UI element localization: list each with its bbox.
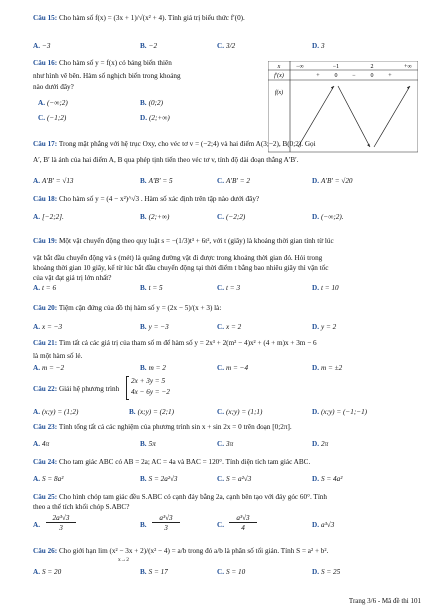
system-eq2: 4x − 6y = −2 — [131, 388, 170, 396]
option-c: C. 3π — [217, 440, 234, 448]
option-c: C. A′B′ = 2 — [217, 177, 250, 185]
option-c: C. t = 3 — [217, 284, 241, 292]
system-eq1: 2x + 3y = 5 — [131, 377, 166, 385]
option-d: D. y = 2 — [312, 323, 337, 331]
option-b: B. 5π — [140, 440, 156, 448]
question-16-line3: nào dưới đây? — [33, 83, 74, 91]
svg-text:+: + — [316, 73, 320, 79]
question-24: Câu 24: Cho tam giác ABC có AB = 2a; AC = 4a và BAC = 120°. Tính diện tích tam giác ABC. — [33, 458, 311, 466]
option-b: B. −2 — [140, 42, 158, 50]
question-21-line2: là một hàm số lẻ. — [33, 352, 83, 360]
question-15 — [33, 14, 245, 23]
option-a-den: 3 — [59, 524, 63, 532]
x-label: x — [277, 64, 281, 70]
option-b: B. S = 17 — [140, 568, 168, 576]
question-19: Câu 19: Một vật chuyển động theo quy luật s = −(1/3)t³ + 6t², với t (giây) là khoảng thời gian tính từ lúc — [33, 237, 334, 245]
limit-subscript: x→2 — [118, 557, 129, 563]
svg-text:0: 0 — [334, 73, 338, 79]
question-20: Câu 20: Tiệm cận đứng của đồ thị hàm số y = (2x − 5)/(x + 3) là: — [33, 304, 222, 312]
fp-label: f′(x) — [274, 73, 284, 79]
question-19-line3: khoảng thời gian 10 giây, kể từ lúc bắt đầu chuyển động tại thời điểm t bằng bao nhiêu giây thì vận tốc — [33, 264, 329, 272]
option-b: B. S = 2a²√3 — [140, 475, 178, 483]
question-16-line2: như hình vẽ bên. Hàm số nghịch biến trong khoảng — [33, 72, 181, 80]
question-19-line2: vật bắt đầu chuyển động và s (mét) là quãng đường vật đi được trong khoảng thời gian đó. Hỏi trong — [33, 254, 323, 262]
question-25-line2: theo a thể tích khối chóp S.ABC? — [33, 503, 130, 511]
option-b: B. — [140, 521, 147, 529]
question-16: Câu 16: Cho hàm số y = f(x) có bảng biến thiên — [33, 59, 172, 67]
variation-arrows — [298, 86, 410, 147]
option-b: B. y = −3 — [140, 323, 169, 331]
option-a: A. −3 — [33, 42, 51, 50]
option-b: B. (x;y) = (2;1) — [129, 408, 174, 416]
option-a: A. A′B′ = √13 — [33, 177, 74, 185]
option-a: A. S = 20 — [33, 568, 62, 576]
option-d: D. a³√3 — [312, 521, 335, 529]
system-brace — [126, 376, 129, 400]
option-b: B. (2;+∞) — [140, 213, 170, 221]
option-a: A. x = −3 — [33, 323, 63, 331]
option-d: D. S = 25 — [312, 568, 341, 576]
option-b-den: 3 — [164, 524, 168, 532]
option-d: D. A′B′ = √20 — [312, 177, 353, 185]
option-d: D. 3 — [312, 42, 325, 50]
option-d: D. m = ±2 — [312, 364, 343, 372]
option-a: A. S = 8a² — [33, 475, 64, 483]
page-footer: Trang 3/6 - Mã đề thi 101 — [348, 597, 421, 605]
option-a: A. t = 6 — [33, 284, 57, 292]
option-b: B. A′B′ = 5 — [140, 177, 173, 185]
option-b: B. t = 5 — [140, 284, 163, 292]
option-c: C. (x;y) = (1;1) — [217, 408, 263, 416]
option-c: C. m = −4 — [217, 364, 249, 372]
svg-text:−1: −1 — [332, 64, 340, 70]
option-d: D. t = 10 — [312, 284, 339, 292]
option-c-den: 4 — [241, 524, 245, 532]
svg-text:+∞: +∞ — [404, 64, 412, 70]
question-17: Câu 17: Trong mặt phẳng với hệ trục Oxy, cho véc tơ v = (−2;4) và hai điểm A(3;−2), B(0;2). Gọi — [33, 140, 316, 148]
option-a: A. m = −2 — [33, 364, 65, 372]
option-b: B. (0;2) — [140, 99, 163, 107]
svg-text:2: 2 — [370, 64, 374, 70]
question-label: Câu 15: — [33, 14, 58, 22]
svg-text:+: + — [388, 73, 392, 79]
option-c: C. 3/2 — [217, 42, 236, 50]
option-c: C. (−1;2) — [38, 114, 67, 122]
option-b: B. m = 2 — [140, 364, 166, 372]
option-d: D. (−∞;2). — [312, 213, 344, 221]
option-c: C. — [217, 521, 224, 529]
option-c: C. x = 2 — [217, 323, 242, 331]
question-19-line4: của vật đạt giá trị lớn nhất? — [33, 274, 112, 282]
option-a: A. [−2;2]. — [33, 213, 64, 221]
question-23: Câu 23: Tính tổng tất cả các nghiệm của phương trình sin x + sin 2x = 0 trên đoạn [0;2π]. — [33, 423, 292, 431]
option-b-num: a³√3 — [152, 514, 180, 523]
option-d: D. (x;y) = (−1;−1) — [312, 408, 368, 416]
option-c: C. (−2;2) — [217, 213, 246, 221]
question-text: Cho hàm số f(x) = (3x + 1)/√(x² + 4). Tính giá trị biểu thức f′(0). — [58, 14, 245, 22]
f-label: f(x) — [274, 90, 284, 96]
option-c-num: a³√3 — [229, 514, 257, 523]
svg-text:−∞: −∞ — [296, 64, 304, 70]
option-a-num: 2a³√3 — [46, 514, 76, 523]
svg-text:−: − — [352, 73, 356, 79]
option-d: D. 2π — [312, 440, 329, 448]
option-a: A. 4π — [33, 440, 50, 448]
question-21: Câu 21: Tìm tất cả các giá trị của tham số m để hàm số y = 2x³ + 2(m² − 4)x² + (4 + m)x + 3m − 6 — [33, 339, 317, 347]
option-d: D. S = 4a² — [312, 475, 343, 483]
option-a: A. (x;y) = (1;2) — [33, 408, 79, 416]
question-18: Câu 18: Cho hàm số y = (4 − x²)^√3 . Hàm số xác định trên tập nào dưới đây? — [33, 195, 260, 203]
svg-text:0: 0 — [370, 73, 374, 79]
question-17-line2: A′, B′ là ảnh của hai điểm A, B qua phép tịnh tiến theo véc tơ v, tính độ dài đoạn thẳng A′B′. — [33, 156, 299, 164]
question-22: Câu 22: Giải hệ phương trình — [33, 385, 120, 393]
option-a: A. — [33, 521, 40, 529]
option-a: A. (−∞;2) — [38, 99, 68, 107]
question-25: Câu 25: Cho hình chóp tam giác đều S.ABC có cạnh đáy bằng 2a, cạnh bên tạo với đáy góc 60°. Tính — [33, 493, 327, 501]
option-c: C. S = 10 — [217, 568, 246, 576]
option-c: C. S = a²√3 — [217, 475, 252, 483]
option-d: D. (2;+∞) — [140, 114, 170, 122]
question-26: Câu 26: Cho giới hạn lim (x² − 3x + 2)/(x² − 4) = a/b trong đó a/b là phân số tối giản. Tính S = a² + b². — [33, 547, 329, 555]
